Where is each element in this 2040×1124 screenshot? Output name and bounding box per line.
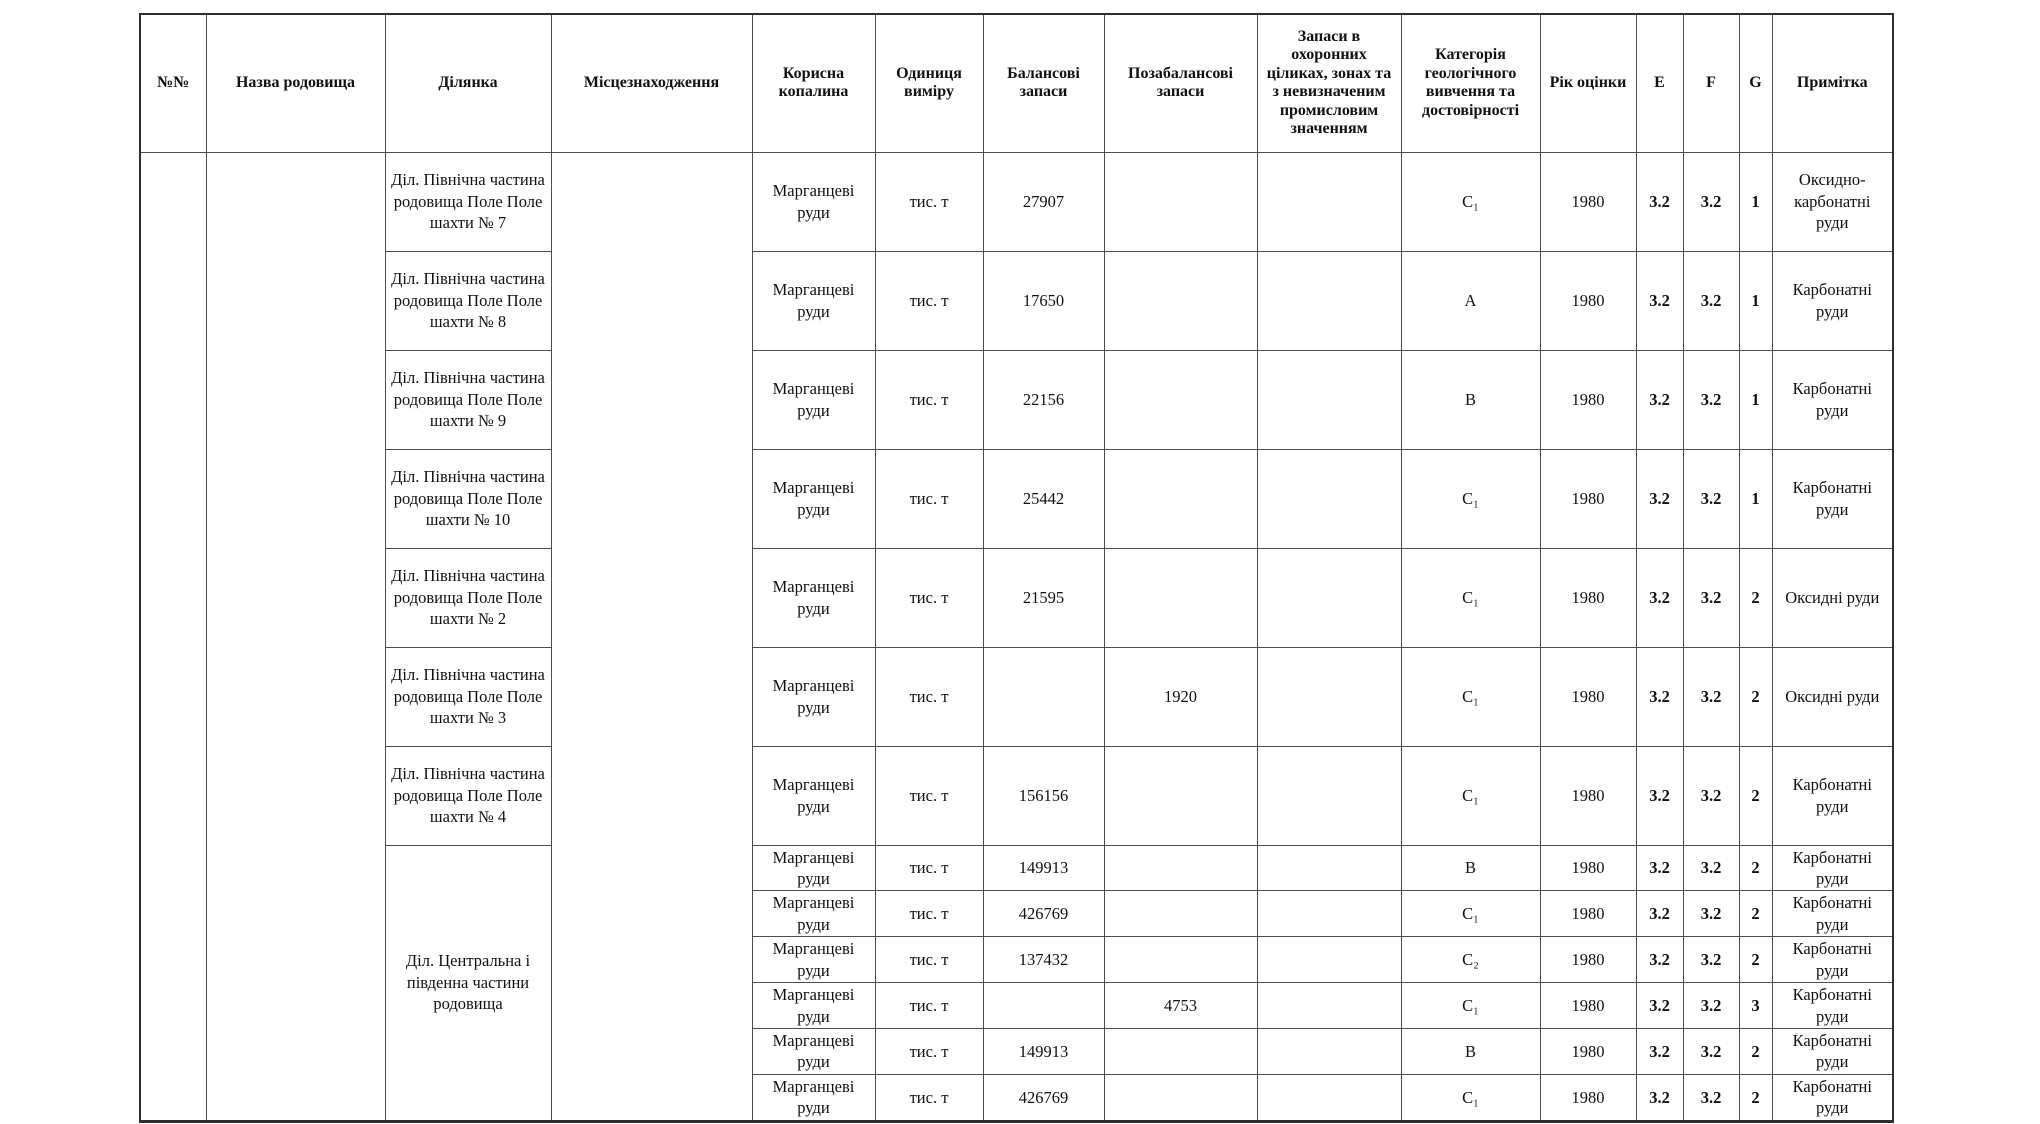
cell-off-balance: 4753 [1104, 983, 1257, 1029]
cell-protected [1257, 647, 1401, 746]
cell-e: 3.2 [1636, 647, 1683, 746]
cell-f: 3.2 [1683, 548, 1739, 647]
cell-balance: 22156 [983, 350, 1104, 449]
cell-category: C₁ [1401, 449, 1540, 548]
cell-category: C₁ [1401, 983, 1540, 1029]
header-e: E [1636, 14, 1683, 152]
cell-off-balance [1104, 891, 1257, 937]
header-category: Категорія геологічного вивчення та достовірності [1401, 14, 1540, 152]
cell-unit: тис. т [875, 746, 983, 845]
table-row [140, 746, 1893, 845]
cell-year: 1980 [1540, 251, 1636, 350]
cell-year: 1980 [1540, 845, 1636, 891]
cell-mineral: Марганцеві руди [752, 845, 875, 891]
cell-balance: 426769 [983, 891, 1104, 937]
table-row [140, 647, 1893, 746]
cell-balance: 156156 [983, 746, 1104, 845]
cell-g: 1 [1739, 449, 1772, 548]
header-unit: Одиниця виміру [875, 14, 983, 152]
cell-year: 1980 [1540, 548, 1636, 647]
cell-unit: тис. т [875, 449, 983, 548]
cell-year: 1980 [1540, 647, 1636, 746]
cell-note: Карбонатні руди [1772, 891, 1893, 937]
cell-g: 2 [1739, 1074, 1772, 1121]
cell-mineral: Марганцеві руди [752, 251, 875, 350]
header-protected-reserves: Запаси в охоронних ціликах, зонах та з невизначеним промисловим значенням [1257, 14, 1401, 152]
cell-protected [1257, 152, 1401, 251]
cell-protected [1257, 845, 1401, 891]
cell-protected [1257, 350, 1401, 449]
cell-unit: тис. т [875, 937, 983, 983]
cell-e: 3.2 [1636, 983, 1683, 1029]
cell-g: 2 [1739, 548, 1772, 647]
cell-balance: 149913 [983, 845, 1104, 891]
cell-area: Діл. Північна частина родовища Поле Поле шахти № 4 [385, 746, 551, 845]
cell-e: 3.2 [1636, 1029, 1683, 1075]
cell-off-balance [1104, 937, 1257, 983]
cell-off-balance [1104, 350, 1257, 449]
cell-f: 3.2 [1683, 152, 1739, 251]
cell-area: Діл. Північна частина родовища Поле Поле шахти № 8 [385, 251, 551, 350]
cell-e: 3.2 [1636, 845, 1683, 891]
cell-g: 2 [1739, 937, 1772, 983]
cell-note: Карбонатні руди [1772, 746, 1893, 845]
cell-mineral: Марганцеві руди [752, 152, 875, 251]
cell-off-balance: 1920 [1104, 647, 1257, 746]
table-row [140, 845, 1893, 891]
cell-f: 3.2 [1683, 891, 1739, 937]
cell-note: Карбонатні руди [1772, 1029, 1893, 1075]
cell-year: 1980 [1540, 1029, 1636, 1075]
cell-g: 2 [1739, 647, 1772, 746]
cell-mineral: Марганцеві руди [752, 1029, 875, 1075]
cell-f: 3.2 [1683, 1074, 1739, 1121]
cell-g: 2 [1739, 1029, 1772, 1075]
table-row [140, 251, 1893, 350]
cell-off-balance [1104, 1029, 1257, 1075]
cell-year: 1980 [1540, 1074, 1636, 1121]
cell-protected [1257, 983, 1401, 1029]
cell-year: 1980 [1540, 449, 1636, 548]
cell-mineral: Марганцеві руди [752, 647, 875, 746]
cell-category: C₁ [1401, 746, 1540, 845]
cell-protected [1257, 449, 1401, 548]
cell-mineral: Марганцеві руди [752, 449, 875, 548]
cell-g: 1 [1739, 251, 1772, 350]
cell-category: B [1401, 350, 1540, 449]
table-row [140, 449, 1893, 548]
cell-num [140, 152, 206, 1121]
header-g: G [1739, 14, 1772, 152]
cell-e: 3.2 [1636, 350, 1683, 449]
cell-off-balance [1104, 548, 1257, 647]
cell-e: 3.2 [1636, 152, 1683, 251]
table-row [140, 350, 1893, 449]
cell-mineral: Марганцеві руди [752, 350, 875, 449]
cell-year: 1980 [1540, 746, 1636, 845]
header-note: Примітка [1772, 14, 1893, 152]
cell-g: 3 [1739, 983, 1772, 1029]
cell-category: C₁ [1401, 548, 1540, 647]
cell-category: C₁ [1401, 152, 1540, 251]
cell-unit: тис. т [875, 152, 983, 251]
cell-f: 3.2 [1683, 251, 1739, 350]
cell-protected [1257, 937, 1401, 983]
header-mineral: Корисна копалина [752, 14, 875, 152]
cell-year: 1980 [1540, 350, 1636, 449]
cell-mineral: Марганцеві руди [752, 548, 875, 647]
cell-mineral: Марганцеві руди [752, 937, 875, 983]
cell-unit: тис. т [875, 1029, 983, 1075]
cell-off-balance [1104, 152, 1257, 251]
cell-mineral: Марганцеві руди [752, 746, 875, 845]
cell-g: 2 [1739, 891, 1772, 937]
cell-category: C₁ [1401, 647, 1540, 746]
cell-category: C₁ [1401, 891, 1540, 937]
cell-area: Діл. Північна частина родовища Поле Поле шахти № 9 [385, 350, 551, 449]
header-balance-reserves: Балансові запаси [983, 14, 1104, 152]
cell-category: A [1401, 251, 1540, 350]
cell-f: 3.2 [1683, 937, 1739, 983]
cell-g: 2 [1739, 845, 1772, 891]
cell-year: 1980 [1540, 937, 1636, 983]
cell-year: 1980 [1540, 983, 1636, 1029]
cell-category: C₂ [1401, 937, 1540, 983]
mineral-reserves-table [139, 13, 1894, 1123]
cell-category: C₁ [1401, 1074, 1540, 1121]
cell-balance: 137432 [983, 937, 1104, 983]
header-f: F [1683, 14, 1739, 152]
cell-balance: 25442 [983, 449, 1104, 548]
cell-note: Карбонатні руди [1772, 350, 1893, 449]
cell-area-group: Діл. Центральна і південна частини родовища [385, 845, 551, 1121]
cell-area: Діл. Північна частина родовища Поле Поле шахти № 7 [385, 152, 551, 251]
cell-off-balance [1104, 845, 1257, 891]
cell-unit: тис. т [875, 891, 983, 937]
cell-f: 3.2 [1683, 1029, 1739, 1075]
cell-category: B [1401, 845, 1540, 891]
header-area: Ділянка [385, 14, 551, 152]
cell-mineral: Марганцеві руди [752, 1074, 875, 1121]
cell-unit: тис. т [875, 983, 983, 1029]
cell-area: Діл. Північна частина родовища Поле Поле шахти № 10 [385, 449, 551, 548]
cell-balance [983, 983, 1104, 1029]
cell-e: 3.2 [1636, 548, 1683, 647]
cell-g: 2 [1739, 746, 1772, 845]
cell-location [551, 152, 752, 1121]
cell-e: 3.2 [1636, 1074, 1683, 1121]
cell-balance [983, 647, 1104, 746]
cell-note: Оксидні руди [1772, 548, 1893, 647]
cell-note: Карбонатні руди [1772, 251, 1893, 350]
cell-balance: 149913 [983, 1029, 1104, 1075]
cell-f: 3.2 [1683, 350, 1739, 449]
cell-g: 1 [1739, 350, 1772, 449]
cell-f: 3.2 [1683, 845, 1739, 891]
cell-deposit-name [206, 152, 385, 1121]
cell-note: Оксидно-карбонатні руди [1772, 152, 1893, 251]
cell-e: 3.2 [1636, 746, 1683, 845]
cell-unit: тис. т [875, 845, 983, 891]
header-assessment-year: Рік оцінки [1540, 14, 1636, 152]
cell-unit: тис. т [875, 548, 983, 647]
cell-off-balance [1104, 251, 1257, 350]
header-deposit-name: Назва родовища [206, 14, 385, 152]
cell-category: B [1401, 1029, 1540, 1075]
cell-e: 3.2 [1636, 891, 1683, 937]
cell-protected [1257, 1074, 1401, 1121]
cell-note: Карбонатні руди [1772, 937, 1893, 983]
cell-e: 3.2 [1636, 449, 1683, 548]
cell-protected [1257, 746, 1401, 845]
cell-note: Карбонатні руди [1772, 1074, 1893, 1121]
cell-protected [1257, 891, 1401, 937]
header-row [140, 14, 1893, 152]
cell-year: 1980 [1540, 152, 1636, 251]
cell-balance: 426769 [983, 1074, 1104, 1121]
cell-f: 3.2 [1683, 449, 1739, 548]
cell-mineral: Марганцеві руди [752, 983, 875, 1029]
cell-g: 1 [1739, 152, 1772, 251]
cell-f: 3.2 [1683, 746, 1739, 845]
cell-unit: тис. т [875, 350, 983, 449]
header-location: Місцезнаходження [551, 14, 752, 152]
header-off-balance-reserves: Позабалансові запаси [1104, 14, 1257, 152]
cell-off-balance [1104, 449, 1257, 548]
table-row [140, 548, 1893, 647]
table-row [140, 152, 1893, 251]
cell-protected [1257, 548, 1401, 647]
cell-off-balance [1104, 746, 1257, 845]
cell-mineral: Марганцеві руди [752, 891, 875, 937]
header-num: №№ [140, 14, 206, 152]
cell-year: 1980 [1540, 891, 1636, 937]
cell-balance: 21595 [983, 548, 1104, 647]
cell-protected [1257, 251, 1401, 350]
cell-e: 3.2 [1636, 937, 1683, 983]
cell-area: Діл. Північна частина родовища Поле Поле шахти № 2 [385, 548, 551, 647]
cell-note: Карбонатні руди [1772, 983, 1893, 1029]
cell-unit: тис. т [875, 251, 983, 350]
cell-balance: 17650 [983, 251, 1104, 350]
cell-area: Діл. Північна частина родовища Поле Поле шахти № 3 [385, 647, 551, 746]
cell-note: Карбонатні руди [1772, 449, 1893, 548]
cell-note: Оксидні руди [1772, 647, 1893, 746]
cell-f: 3.2 [1683, 647, 1739, 746]
cell-unit: тис. т [875, 1074, 983, 1121]
cell-protected [1257, 1029, 1401, 1075]
cell-off-balance [1104, 1074, 1257, 1121]
cell-note: Карбонатні руди [1772, 845, 1893, 891]
cell-e: 3.2 [1636, 251, 1683, 350]
cell-balance: 27907 [983, 152, 1104, 251]
cell-f: 3.2 [1683, 983, 1739, 1029]
cell-unit: тис. т [875, 647, 983, 746]
